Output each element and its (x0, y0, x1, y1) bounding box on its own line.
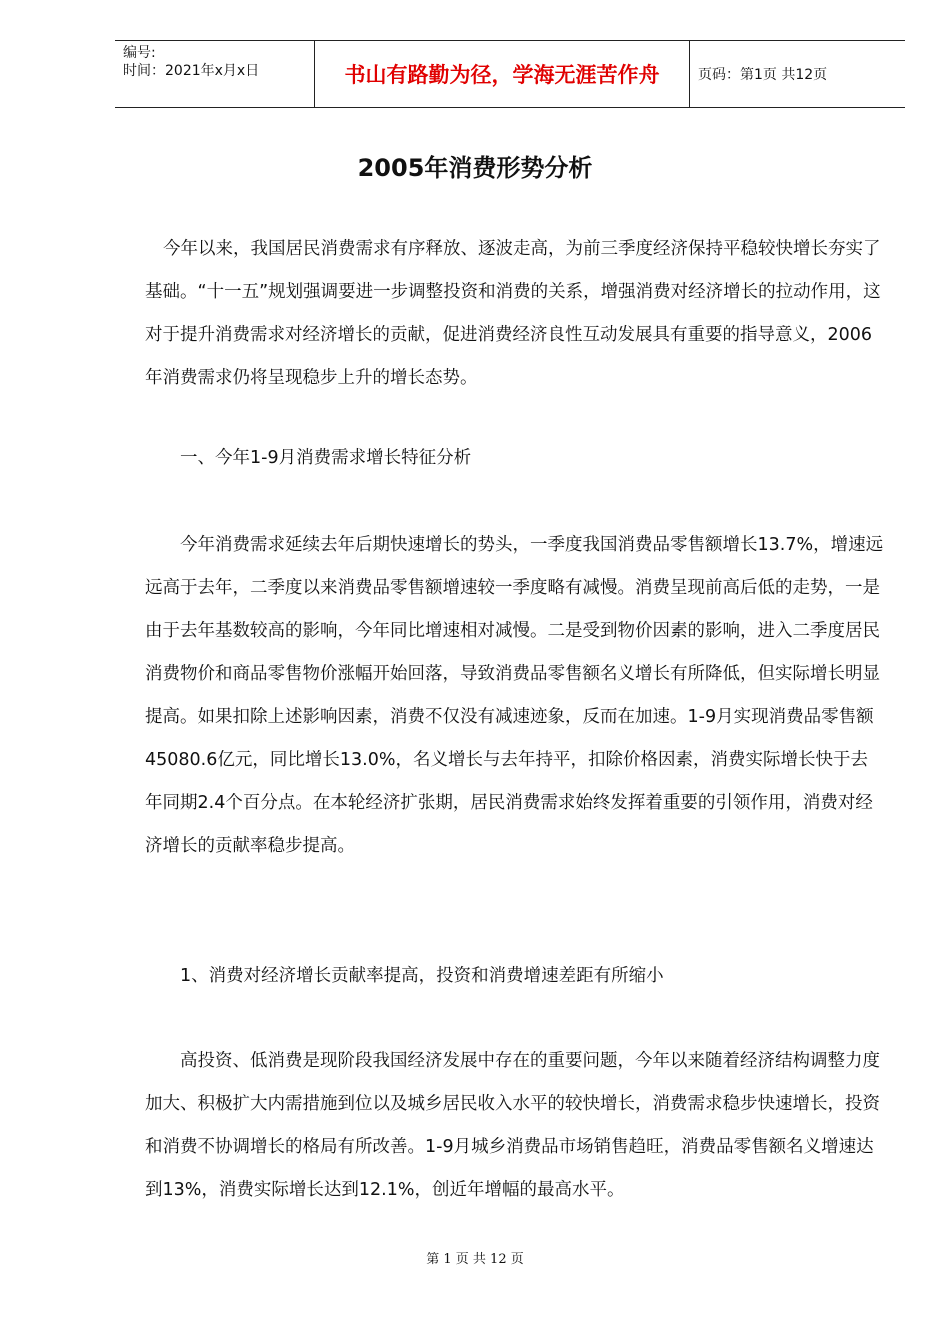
document-title: 2005年消费形势分析 (357, 154, 593, 182)
section-heading: 一、今年1-9月消费需求增长特征分析 (180, 448, 472, 468)
page-footer: 第 1 页 共 12 页 (426, 1252, 524, 1267)
subsection-paragraph: 高投资、低消费是现阶段我国经济发展中存在的重要问题，今年以来随着经济结构调整力度加大、积极扩大内需措施到位以及城乡居民收入水平的较快增长，消费需求稳步快速增长，投资和消费不协调增长的格局有所改善。1-9月城乡消费品市场销售趋旺，消费品零售额名义增速达到13%，消费实际增长达到12.1%，创近年增幅的最高水平。 (145, 1051, 880, 1200)
document-time-label: 时间：2021年x月x日 (123, 63, 260, 79)
header-page-info: 页码：第1页 共12页 (698, 67, 828, 83)
page-header (115, 40, 905, 108)
section-paragraph: 今年消费需求延续去年后期快速增长的势头，一季度我国消费品零售额增长13.7%，增速远远高于去年，二季度以来消费品零售额增速较一季度略有减慢。消费呈现前高后低的走势，一是由于去年基数较高的影响，今年同比增速相对减慢。二是受到物价因素的影响，进入二季度居民消费物价和商品零售物价涨幅开始回落，导致消费品零售额名义增长有所降低，但实际增长明显提高。如果扣除上述影响因素，消费不仅没有减速迹象，反而在加速。1-9月实现消费品零售额45080.6亿元，同比增长13.0%，名义增长与去年持平，扣除价格因素，消费实际增长快于去年同期2.4个百分点。在本轮经济扩张期，居民消费需求始终发挥着重要的引领作用，消费对经济增长的贡献率稳步提高。 (145, 535, 884, 856)
subsection-heading: 1、消费对经济增长贡献率提高，投资和消费增速差距有所缩小 (180, 966, 664, 986)
header-motto: 书山有路勤为径，学海无涯苦作舟 (315, 41, 690, 107)
document-number-label: 编号: (123, 45, 156, 61)
intro-paragraph: 今年以来，我国居民消费需求有序释放、逐波走高，为前三季度经济保持平稳较快增长夯实了基础。“十一五”规划强调要进一步调整投资和消费的关系，增强消费对经济增长的拉动作用，这对于提升消费需求对经济增长的贡献，促进消费经济良性互动发展具有重要的指导意义，2006年消费需求仍将呈现稳步上升的增长态势。 (145, 239, 881, 388)
header-meta (115, 41, 315, 107)
